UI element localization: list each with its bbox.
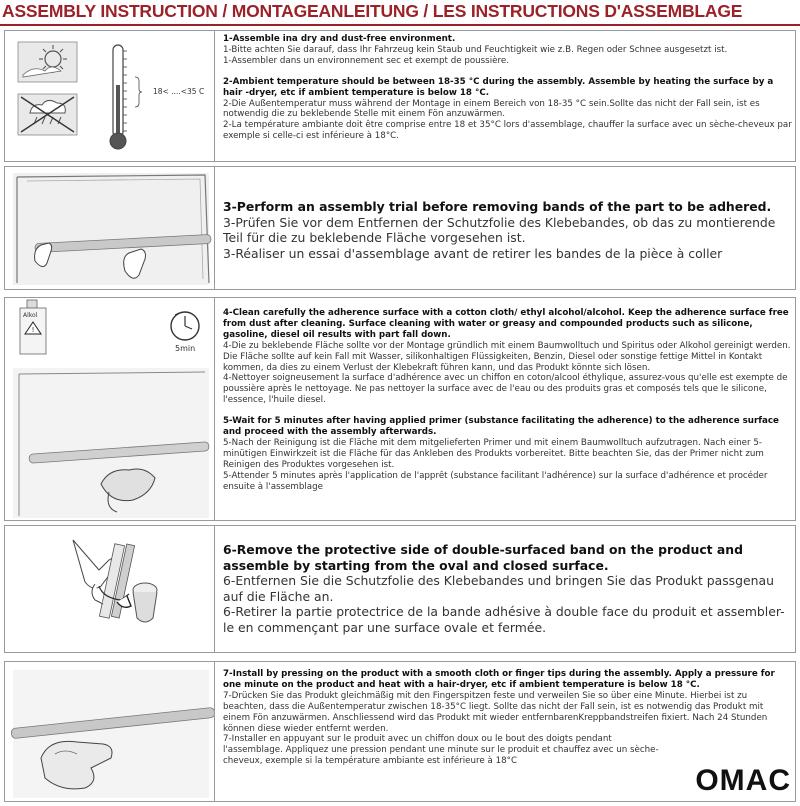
illustration-cleaning	[5, 298, 215, 520]
thermometer-icon	[110, 45, 142, 149]
step-4-en: 4-Clean carefully the adherence surface with a cotton cloth/ ethyl alcohol/alcohol. Keep the adherence surface free from dust after cleaning. Surface cleaning with water or greasy and compounded products such as silicone, gasoline, diesel oil results with part fall down.	[223, 308, 789, 340]
step-3-fr: 3-Réaliser un essai d'assemblage avant de retirer les bandes de la pièce à coller	[223, 245, 723, 261]
step-5-fr: 5-Attender 5 minutes après l'application de l'apprêt (substance facilitant l'adhérence) sur la surface d'adhérence et procéder ensuite à l'assemblage	[223, 470, 768, 492]
svg-text:!: !	[31, 326, 35, 334]
step-2-de: 2-Die Außentemperatur muss während der Montage in einem Bereich von 18-35 °C sein.Sollte das nicht der Fall sein, ist es notwendig die zu beklebende Stelle mit einem Fön anzuwärmen.	[223, 98, 760, 120]
step-1-de: 1-Bitte achten Sie darauf, dass Ihr Fahrzeug kein Staub und Feuchtigkeit wie z.B. Regen oder Schnee ausgesetzt ist.	[223, 44, 728, 55]
step-section-6	[4, 525, 796, 653]
step-1-en: 1-Assemble ina dry and dust-free environment.	[223, 34, 456, 44]
step-section-3	[4, 166, 796, 290]
step-text-1-2	[223, 34, 793, 161]
clock-icon	[171, 312, 199, 340]
step-section-4-5	[4, 297, 796, 521]
step-5-en: 5-Wait for 5 minutes after having applied primer (substance facilitating the adherence) to the adherence surface and proceed with the assembly afterwards.	[223, 416, 779, 438]
step-7-en: 7-Install by pressing on the product with a smooth cloth or finger tips during the assembly. Apply a pressure for one minute on the product and heat with a hair-dryer, etc if ambient temperature is below 18 °C.	[223, 669, 775, 690]
step-7-fr: 7-Installer en appuyant sur le produit avec un chiffon doux ou le bout des doigts pendant l'assemblage. Appliquez une pression pendant une minute sur le produit et chauffez avec un sèche-cheveux, exemple si la température ambiante est inférieure à 18°C	[223, 734, 659, 767]
step-3-en: 3-Perform an assembly trial before removing bands of the part to be adhered.	[223, 199, 772, 214]
illustration-peel-tape	[5, 526, 215, 652]
step-7-de: 7-Drücken Sie das Produkt gleichmäßig mit den Fingerspitzen feste und verweilen Sie so über eine Minute. Hierbei ist zu beachten, dass die Außentemperatur zwischen 18-35°C liegt. Sollte das nicht der Fall sein, ist es notwendig das Produkt mit einem Fön anzuwärmen. Anschliessend wird das Produkt mit wieder entfernbarenKreppbandstreifen fixiert. Nach 24 Stunden können diese wieder entfernt werden.	[223, 690, 768, 734]
step-2-fr: 2-La température ambiante doit être comprise entre 18 et 35°C lors d'assemblage, chauffer la surface avec un sèche-cheveux par exemple si celle-ci est inférieure à 18°C.	[223, 120, 792, 142]
step-6-de: 6-Entfernen Sie die Schutzfolie des Klebebandes und bringen Sie das Produkt passgenau auf die Fläche an.	[223, 573, 774, 604]
step-2-en: 2-Ambient temperature should be between 18-35 °C during the assembly. Assemble by heating the surface by a hair -dryer, etc if ambient temperature is below 18 °C.	[223, 76, 774, 98]
illustration-environment	[5, 31, 215, 161]
step-text-3	[223, 199, 793, 289]
step-4-de: 4-Die zu beklebende Fläche sollte vor der Montage gründlich mit einem Baumwolltuch und Spiritus oder Alkohol gereinigt werden. Die Fläche sollte auf kein Fall mit Wasser, silikonhaltigen Flüssigkeiten, Benzin, Diesel oder sonstige fettige Mittel in Kontakt kommen, da dies zu einem Verlust der Klebekraft führen kann, und das Produkt könnte sich lösen.	[223, 340, 791, 373]
page-title: ASSEMBLY INSTRUCTION / MONTAGEANLEITUNG / LES INSTRUCTIONS D'ASSEMBLAGE	[2, 1, 743, 21]
omac-logo: OMAC	[695, 764, 791, 797]
alcohol-bottle-icon	[20, 300, 46, 354]
step-3-de: 3-Prüfen Sie vor dem Entfernen der Schutzfolie des Klebebandes, ob das zu montierende Teil für die zu beklebende Fläche vorgesehen ist.	[223, 214, 776, 246]
step-section-1	[4, 30, 796, 162]
alcohol-bottle-label: Alkol	[23, 312, 38, 319]
step-6-en: 6-Remove the protective side of double-surfaced band on the product and assemble by starting from the oval and closed surface.	[223, 542, 743, 573]
step-section-7	[4, 661, 796, 802]
step-1-fr: 1-Assembler dans un environnement sec et exempt de poussière.	[223, 55, 509, 66]
wait-time-label: 5min	[175, 344, 196, 353]
step-4-fr: 4-Nettoyer soigneusement la surface d'adhérence avec un chiffon en coton/alcool éthylique, assurez-vous qu'elle est exempte de poussière après le nettoyage. Ne pas nettoyer la surface avec de l'eau ou des produits gras et composés tels que le silicone, l'essence, l'huile diesel.	[223, 373, 788, 406]
step-6-fr: 6-Retirer la partie protectrice de la bande adhésive à double face du produit et assembler-le en commençant par une surface ovale et fermée.	[223, 604, 785, 635]
step-5-de: 5-Nach der Reinigung ist die Fläche mit dem mitgelieferten Primer und mit einem Baumwolltuch aufzutragen. Nach einer 5-minütigen Einwirkzeit ist die Fläche für das Ankleben des Produkts vorbereitet. Bitte beachten Sie, das der Primer nicht zum Reinigen des Produktes vorgesehen ist.	[223, 437, 764, 470]
temperature-range-label: 18< ....<35 C	[153, 87, 205, 96]
step-text-6	[223, 542, 793, 652]
illustration-trial-fit	[5, 167, 215, 289]
step-text-4-5	[223, 308, 793, 520]
illustration-press-install	[5, 662, 215, 801]
title-divider	[0, 24, 800, 26]
